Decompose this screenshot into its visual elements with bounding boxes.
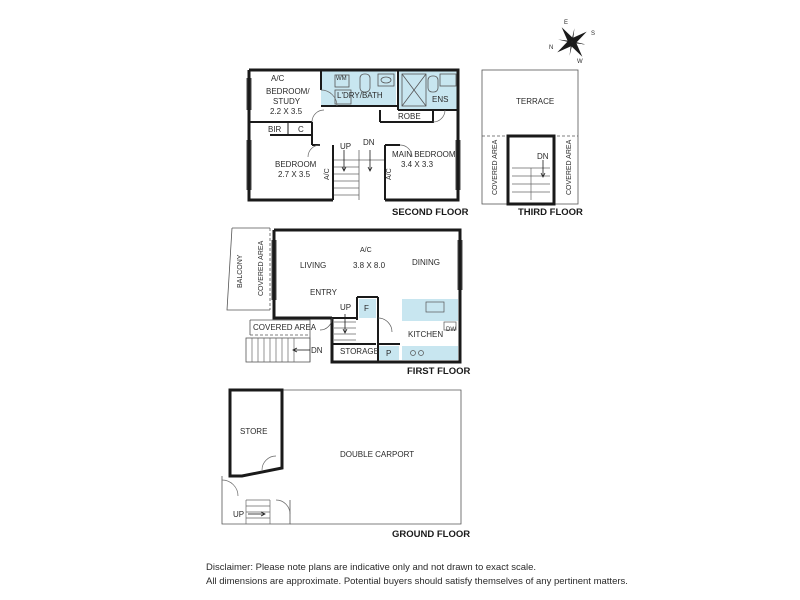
bedroom-study-ac-label: A/C — [271, 74, 285, 83]
bedroom-study-label-line1: BEDROOM/ — [266, 87, 310, 96]
storage-label: STORAGE — [340, 347, 379, 356]
washing-machine-label: WM — [336, 76, 347, 82]
dishwasher-label: DW — [446, 327, 456, 333]
bir-label: BIR — [268, 125, 282, 134]
main-bedroom-label: MAIN BEDROOM — [392, 150, 456, 159]
compass-n-label: N — [549, 45, 554, 51]
ensuite-area — [398, 71, 458, 109]
compass-w-label: W — [577, 59, 583, 65]
ac-right-label: A/C — [386, 168, 393, 180]
first-floor-plan — [227, 228, 470, 377]
third-floor-plan — [482, 70, 583, 218]
third-floor-down-label: DN — [537, 152, 549, 161]
first-floor-up-label: UP — [340, 303, 352, 312]
balcony-label: BALCONY — [237, 254, 244, 288]
compass-rose-icon — [547, 17, 597, 67]
bedroom-label: BEDROOM — [275, 160, 317, 169]
living-label: LIVING — [300, 261, 327, 270]
living-dims: 3.8 X 8.0 — [353, 261, 386, 270]
bath-entry-area — [321, 84, 336, 106]
second-floor-title: SECOND FLOOR — [392, 207, 469, 218]
compass-s-label: S — [591, 31, 596, 37]
balcony-covered-area-label: COVERED AREA — [258, 240, 265, 296]
stairs-down-label: DN — [363, 138, 375, 147]
third-floor-title: THIRD FLOOR — [518, 207, 583, 218]
cupboard-label: C — [298, 125, 304, 134]
second-floor-plan — [247, 70, 469, 218]
double-carport-label: DOUBLE CARPORT — [340, 450, 415, 459]
bedroom-dims: 2.7 X 3.5 — [278, 170, 311, 179]
laundry-bath-label: L'DRY/BATH — [337, 91, 383, 100]
main-bedroom-dims: 3.4 X 3.3 — [401, 160, 434, 169]
terrace-label: TERRACE — [516, 97, 555, 106]
ground-floor-plan — [222, 390, 470, 540]
store-label: STORE — [240, 427, 268, 436]
living-ac-label: A/C — [360, 247, 372, 254]
robe-label: ROBE — [398, 112, 421, 121]
compass-e-label: E — [564, 20, 569, 26]
entry-label: ENTRY — [310, 288, 337, 297]
disclaimer-line1: Disclaimer: Please note plans are indicative only and not drawn to exact scale. — [206, 562, 537, 573]
third-floor-covered-right: COVERED AREA — [566, 139, 573, 195]
ground-floor-up-label: UP — [233, 510, 245, 519]
ac-left-label: A/C — [324, 168, 331, 180]
kitchen-label: KITCHEN — [408, 330, 444, 339]
pantry-label: P — [386, 349, 392, 358]
ensuite-label: ENS — [432, 95, 449, 104]
bedroom-study-dims: 2.2 X 3.5 — [270, 107, 303, 116]
first-floor-down-label: DN — [311, 346, 323, 355]
third-floor-covered-left: COVERED AREA — [492, 139, 499, 195]
covered-area-label: COVERED AREA — [253, 323, 317, 332]
dining-label: DINING — [412, 258, 440, 267]
fridge-label: F — [364, 304, 369, 313]
disclaimer-line2: All dimensions are approximate. Potential buyers should satisfy themselves of any pertinent matters. — [206, 576, 628, 587]
bedroom-study-label-line2: STUDY — [273, 97, 301, 106]
stairs-up-label: UP — [340, 142, 352, 151]
disclaimer — [206, 561, 766, 589]
ground-floor-title: GROUND FLOOR — [392, 529, 471, 540]
first-floor-title: FIRST FLOOR — [407, 366, 471, 377]
